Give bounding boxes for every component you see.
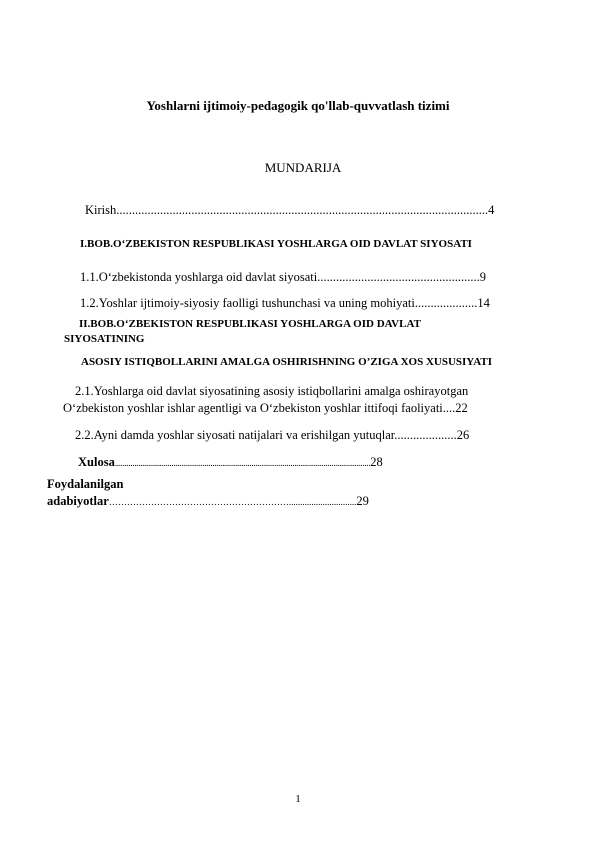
toc-chapter-1-title: I.BOB.O‘ZBEKISTON RESPUBLIKASI YOSHLARGA OID DAVLAT SIYOSATI	[80, 238, 472, 250]
document-title: Yoshlarni ijtimoiy-pedagogik qo'llab-quvvatlash tizimi	[146, 98, 450, 113]
toc-entry-conclusion	[78, 455, 383, 470]
toc-chapter-2-title-line-1: II.BOB.O‘ZBEKISTON RESPUBLIKASI YOSHLARGA OID DAVLAT	[79, 318, 421, 330]
toc-entry-conclusion-label: Xulosa	[78, 455, 115, 469]
toc-entry-references-dots: ……………………………………………………..............................	[108, 497, 357, 507]
toc-entry-conclusion-page: 28	[370, 455, 383, 469]
toc-chapter-2-title-line-2: SIYOSATINING	[64, 333, 145, 345]
toc-entry-2-1-line-2: O‘zbekiston yoshlar ishlar agentligi va O‘zbekiston yoshlar ittifoqi faoliyati....22	[63, 401, 468, 415]
toc-chapter-2-subtitle: ASOSIY ISTIQBOLLARINI AMALGA OSHIRISHNING O’ZIGA XOS XUSUSIYATI	[81, 356, 492, 368]
toc-entry-introduction: Kirish.......................................................................................................................4	[85, 203, 495, 217]
toc-entry-references-label: adabiyotlar	[47, 494, 109, 508]
toc-entry-references-page: 29	[356, 494, 369, 508]
toc-entry-2-1-line-1: 2.1.Yoshlarga oid davlat siyosatining asosiy istiqbollarini amalga oshirayotgan	[75, 384, 469, 398]
toc-entry-2-2: 2.2.Ayni damda yoshlar siyosati natijalari va erishilgan yutuqlar....................26	[75, 428, 470, 442]
toc-entry-references-line-1: Foydalanilgan	[47, 477, 124, 491]
toc-entry-1-2: 1.2.Yoshlar ijtimoiy-siyosiy faolligi tushunchasi va uning mohiyati....................14	[80, 296, 490, 310]
toc-heading: MUNDARIJA	[264, 160, 342, 175]
page-number: 1	[295, 793, 301, 805]
toc-entry-references-line-2	[47, 494, 369, 509]
toc-entry-1-1: 1.1.O‘zbekistonda yoshlarga oid davlat siyosati....................................................9	[80, 270, 486, 284]
toc-entry-conclusion-dots: ...................................................................................................................................	[114, 458, 371, 468]
